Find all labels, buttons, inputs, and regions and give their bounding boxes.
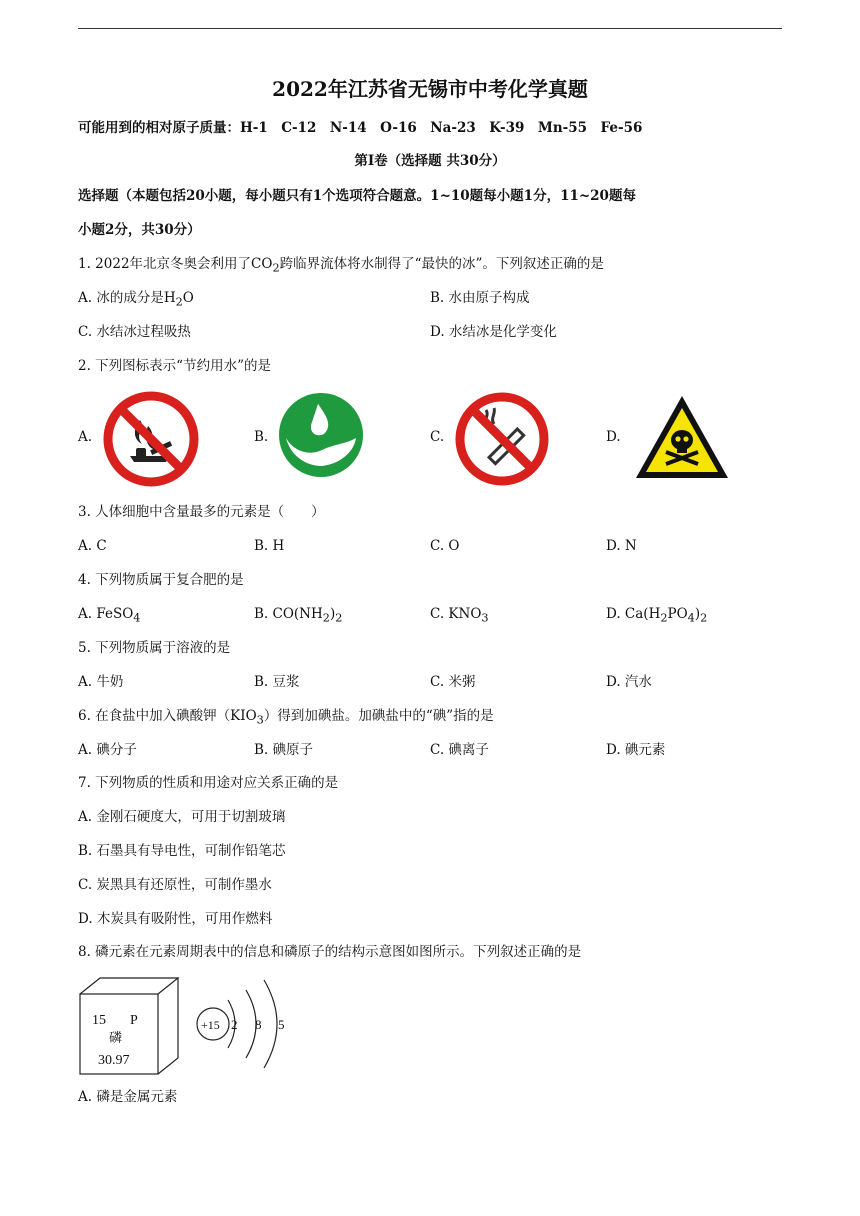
- q1-option-c[interactable]: C. 水结冰过程吸热: [78, 324, 191, 340]
- q3-option-a[interactable]: A. C: [78, 538, 107, 554]
- q4-option-a[interactable]: A. FeSO$_4$: [78, 606, 141, 625]
- toxic-hazard-sign-icon[interactable]: [632, 392, 732, 482]
- q5-option-c[interactable]: C. 米粥: [430, 674, 476, 690]
- instructions-line2: 小题2分，共30分）: [78, 222, 201, 238]
- shell-2-electrons: 8: [255, 1017, 262, 1032]
- q3-option-c[interactable]: C. O: [430, 538, 460, 554]
- shell-1-electrons: 2: [231, 1017, 238, 1032]
- q6-option-d[interactable]: D. 碘元素: [606, 742, 666, 758]
- q7-option-c[interactable]: C. 炭黑具有还原性，可制作墨水: [78, 877, 272, 893]
- q4-option-d[interactable]: D. $Ca(H_2PO_4)_2$: [606, 606, 708, 625]
- atomic-masses: 可能用到的相对原子质量：H-1 C-12 N-14 O-16 Na-23 K-39 Mn-55 Fe-56: [78, 120, 643, 136]
- question-6-stem: 6. 在食盐中加入碘酸钾$(KIO_3)$得到加碘盐。加碘盐中的“碘”指的是: [78, 708, 494, 727]
- q2-option-a-label[interactable]: A.: [78, 429, 93, 445]
- question-2-stem: 2. 下列图标表示“节约用水”的是: [78, 358, 271, 374]
- q5-option-a[interactable]: A. 牛奶: [78, 674, 124, 690]
- shell-arc-3: [264, 980, 277, 1068]
- q3-option-b[interactable]: B. H: [254, 538, 285, 554]
- question-7-stem: 7. 下列物质的性质和用途对应关系正确的是: [78, 775, 339, 791]
- q6-option-c[interactable]: C. 碘离子: [430, 742, 489, 758]
- q7-option-a[interactable]: A. 金刚石硬度大，可用于切割玻璃: [78, 809, 286, 825]
- question-3-stem: 3. 人体细胞中含量最多的元素是（ ）: [78, 504, 325, 520]
- q6-option-a[interactable]: A. 碘分子: [78, 742, 137, 758]
- question-4-stem: 4. 下列物质属于复合肥的是: [78, 572, 244, 588]
- q5-option-d[interactable]: D. 汽水: [606, 674, 652, 690]
- phosphorus-diagram: [78, 972, 288, 1080]
- no-smoking-sign-icon[interactable]: [452, 390, 552, 488]
- q8-option-a[interactable]: A. 磷是金属元素: [78, 1089, 178, 1105]
- q7-option-b[interactable]: B. 石墨具有导电性，可制作铅笔芯: [78, 843, 286, 859]
- section-title: 第I卷（选择题 共30分）: [354, 153, 506, 169]
- q2-option-b-label[interactable]: B.: [254, 429, 269, 445]
- shell-3-electrons: 5: [278, 1017, 285, 1032]
- cell-atomic-mass: 30.97: [98, 1053, 130, 1068]
- q4-option-c[interactable]: C. $KNO_3$: [430, 606, 489, 625]
- q4-option-b[interactable]: B. $CO(NH_2)_2$: [254, 606, 343, 625]
- water-saving-sign-icon[interactable]: [276, 390, 366, 480]
- no-fire-sign-icon[interactable]: [100, 390, 202, 488]
- q1-option-d[interactable]: D. 水结冰是化学变化: [430, 324, 557, 340]
- nucleus-charge: +15: [201, 1018, 220, 1032]
- q2-option-d-label[interactable]: D.: [606, 429, 621, 445]
- question-5-stem: 5. 下列物质属于溶液的是: [78, 640, 231, 656]
- cell-atomic-number: 15: [92, 1013, 106, 1028]
- instructions-line1: 选择题（本题包括20小题，每小题只有1个选项符合题意。1~10题每小题1分，11~20题每: [78, 188, 636, 204]
- q5-option-b[interactable]: B. 豆浆: [254, 674, 300, 690]
- header-rule: [78, 28, 782, 29]
- atom-structure: [197, 980, 285, 1068]
- q2-option-c-label[interactable]: C.: [430, 429, 445, 445]
- q3-option-d[interactable]: D. N: [606, 538, 637, 554]
- question-8-stem: 8. 磷元素在元素周期表中的信息和磷原子的结构示意图如图所示。下列叙述正确的是: [78, 944, 582, 960]
- cell-symbol: P: [130, 1013, 138, 1028]
- question-1-stem: 1. 2022年北京冬奥会利用了$CO_2$跨临界流体将水制得了“最快的冰”。下列叙述正确的是: [78, 256, 604, 275]
- cell-element-name: 磷: [109, 1031, 123, 1046]
- page-title: 2022年江苏省无锡市中考化学真题: [272, 77, 588, 101]
- q6-option-b[interactable]: B. 碘原子: [254, 742, 314, 758]
- q7-option-d[interactable]: D. 木炭具有吸附性，可用作燃料: [78, 911, 273, 927]
- q1-option-b[interactable]: B. 水由原子构成: [430, 290, 530, 306]
- q1-option-a[interactable]: A. 冰的成分是$H_2O$: [78, 290, 194, 309]
